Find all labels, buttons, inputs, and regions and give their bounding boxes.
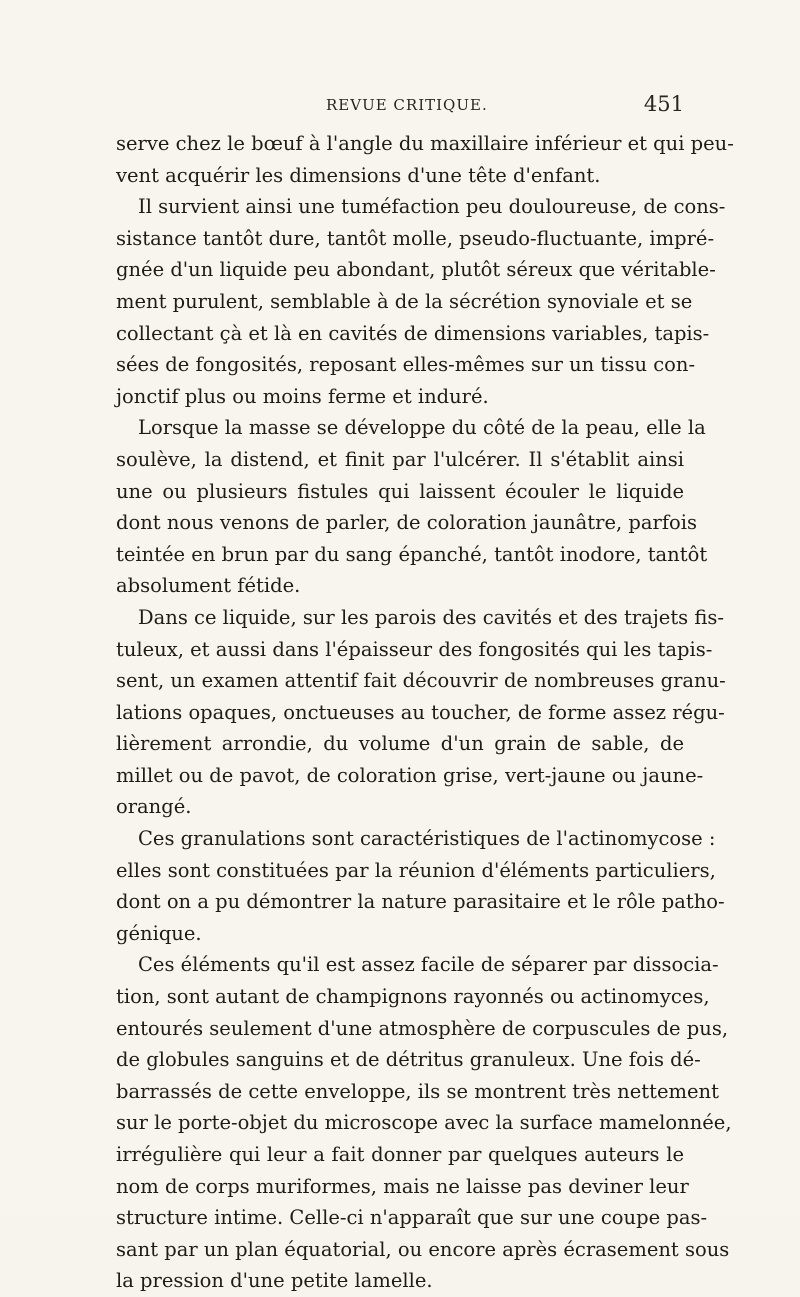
text-line: Ces éléments qu'il est assez facile de séparer par dissocia-: [138, 953, 719, 977]
text-line: jonctif plus ou moins ferme et induré.: [116, 384, 489, 408]
text-line: une ou plusieurs fistules qui laissent écouler le liquide: [116, 479, 684, 503]
text-line: orangé.: [116, 795, 192, 819]
text-line: sistance tantôt dure, tantôt molle, pseudo-fluctuante, impré-: [116, 226, 715, 250]
page-number: 451: [643, 92, 684, 116]
text-line: dont on a pu démontrer la nature parasitaire et le rôle patho-: [116, 890, 725, 914]
text-line: la pression d'une petite lamelle.: [116, 1269, 433, 1293]
running-head: [116, 92, 684, 122]
text-line: sent, un examen attentif fait découvrir de nombreuses granu-: [116, 669, 726, 693]
text-line: lièrement arrondie, du volume d'un grain de sable, de: [116, 732, 684, 756]
text-line: absolument fétide.: [116, 574, 301, 598]
text-line: sant par un plan équatorial, ou encore après écrasement sous: [116, 1237, 730, 1261]
text-line: nom de corps muriformes, mais ne laisse pas deviner leur: [116, 1174, 689, 1198]
text-line: Ces granulations sont caractéristiques de l'actinomycose :: [138, 827, 716, 851]
text-line: de globules sanguins et de détritus granuleux. Une fois dé-: [116, 1048, 701, 1072]
text-line: gnée d'un liquide peu abondant, plutôt séreux que véritable-: [116, 258, 716, 282]
text-line: génique.: [116, 921, 202, 945]
text-line: Dans ce liquide, sur les parois des cavités et des trajets fis-: [138, 605, 724, 629]
text-line: millet ou de pavot, de coloration grise, vert-jaune ou jaune-: [116, 763, 704, 787]
text-line: collectant çà et là en cavités de dimensions variables, tapis-: [116, 321, 710, 345]
text-line: barrassés de cette enveloppe, ils se montrent très nettement: [116, 1079, 719, 1103]
text-line: sur le porte-objet du microscope avec la surface mamelonnée,: [116, 1111, 732, 1135]
text-line: Il survient ainsi une tuméfaction peu douloureuse, de cons-: [138, 195, 726, 219]
text-line: dont nous venons de parler, de coloration jaunâtre, parfois: [116, 511, 698, 535]
text-line: teintée en brun par du sang épanché, tantôt inodore, tantôt: [116, 542, 708, 566]
running-head-title: REVUE CRITIQUE.: [326, 96, 488, 114]
text-line: serve chez le bœuf à l'angle du maxillaire inférieur et qui peu-: [116, 132, 734, 155]
text-line: soulève, la distend, et finit par l'ulcérer. Il s'établit ainsi: [116, 447, 684, 471]
text-line: lations opaques, onctueuses au toucher, de forme assez régu-: [116, 700, 725, 724]
body-text: [116, 128, 734, 1297]
text-line: ment purulent, semblable à de la sécrétion synoviale et se: [116, 289, 693, 313]
text-line: vent acquérir les dimensions d'une tête d'enfant.: [116, 163, 601, 187]
text-line: tuleux, et aussi dans l'épaisseur des fongosités qui les tapis-: [116, 637, 713, 661]
text-line: elles sont constituées par la réunion d'éléments particuliers,: [116, 858, 716, 882]
text-line: tion, sont autant de champignons rayonnés ou actinomyces,: [116, 985, 710, 1009]
text-line: Lorsque la masse se développe du côté de la peau, elle la: [138, 416, 706, 440]
text-line: sées de fongosités, reposant elles-mêmes sur un tissu con-: [116, 353, 696, 377]
text-line: structure intime. Celle-ci n'apparaît que sur une coupe pas-: [116, 1206, 708, 1230]
text-line: irrégulière qui leur a fait donner par quelques auteurs le: [116, 1143, 684, 1166]
text-line: entourés seulement d'une atmosphère de corpuscules de pus,: [116, 1016, 729, 1040]
